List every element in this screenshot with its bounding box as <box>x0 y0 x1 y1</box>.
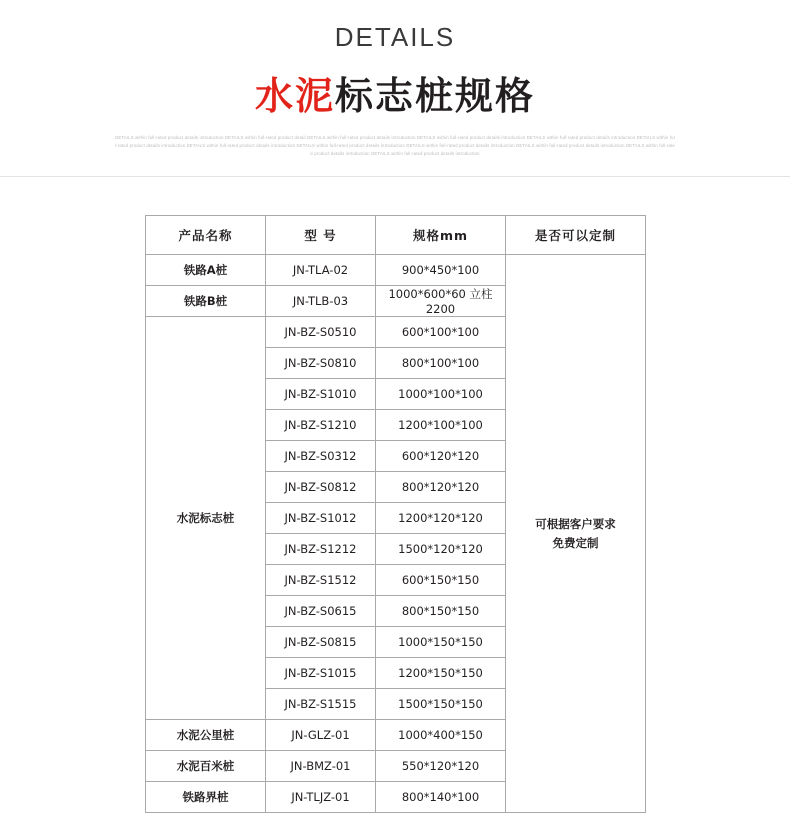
cell-model: JN-BZ-S0810 <box>266 348 376 379</box>
custom-note-line2: 免费定制 <box>552 535 599 550</box>
cell-model: JN-BZ-S1010 <box>266 379 376 410</box>
cell-size: 900*450*100 <box>376 255 506 286</box>
header-title-en: DETAILS <box>334 22 456 52</box>
cell-size: 1000*150*150 <box>376 627 506 658</box>
cell-model: JN-BZ-S1512 <box>266 565 376 596</box>
page-title-highlight: 水泥 <box>254 74 335 118</box>
header-fine-print: DETAILS within full-rated product details introduction DETAILS within full-rated product detail DETAILS within full-rated product details introduction DETAILS within full-rated product details introduction DETAILS within full-rated product details introduction DETAILS within full-rated product details introduction DETAILS within full-rated product details introduction DETAILS within full-rated product details introduction DETAILS within full-rated product details introduction DETAILS within full-rated product details introduction DETAILS within full-rated product details introduction DETAILS within full-rated product details introduction <box>115 135 675 156</box>
cell-size: 1200*150*150 <box>376 658 506 689</box>
spec-table-wrapper <box>145 215 645 813</box>
cell-size: 1500*120*120 <box>376 534 506 565</box>
cell-model: JN-BZ-S0615 <box>266 596 376 627</box>
cell-size: 800*100*100 <box>376 348 506 379</box>
cell-size: 800*140*100 <box>376 782 506 813</box>
cell-size: 600*100*100 <box>376 317 506 348</box>
table-row <box>146 255 646 286</box>
cell-name: 铁路B桩 <box>146 286 266 317</box>
cell-size: 1000*600*60 立柱2200 <box>376 286 506 317</box>
column-header-model: 型 号 <box>266 216 376 255</box>
cell-size: 800*120*120 <box>376 472 506 503</box>
column-header-name: 产品名称 <box>146 216 266 255</box>
cell-size: 1500*150*150 <box>376 689 506 720</box>
cell-size: 800*150*150 <box>376 596 506 627</box>
cell-model: JN-BZ-S1515 <box>266 689 376 720</box>
cell-size: 1000*400*150 <box>376 720 506 751</box>
cell-model: JN-BZ-S0510 <box>266 317 376 348</box>
custom-note-line1: 可根据客户要求 <box>535 516 616 531</box>
cell-size: 1200*100*100 <box>376 410 506 441</box>
cell-size: 600*150*150 <box>376 565 506 596</box>
cell-model: JN-BMZ-01 <box>266 751 376 782</box>
cell-name-group: 水泥标志桩 <box>146 317 266 720</box>
cell-size: 550*120*120 <box>376 751 506 782</box>
page-title <box>0 65 790 120</box>
cell-model: JN-TLB-03 <box>266 286 376 317</box>
cell-model: JN-BZ-S1210 <box>266 410 376 441</box>
column-header-custom: 是否可以定制 <box>506 216 646 255</box>
cell-custom-note <box>506 255 646 813</box>
column-header-size: 规格mm <box>376 216 506 255</box>
cell-name: 水泥百米桩 <box>146 751 266 782</box>
page-title-rest: 标志桩规格 <box>335 74 536 118</box>
cell-name: 水泥公里桩 <box>146 720 266 751</box>
cell-model: JN-BZ-S0812 <box>266 472 376 503</box>
table-header-row <box>146 216 646 255</box>
cell-model: JN-BZ-S1015 <box>266 658 376 689</box>
cell-size: 600*120*120 <box>376 441 506 472</box>
cell-model: JN-BZ-S1012 <box>266 503 376 534</box>
spec-table <box>145 215 646 813</box>
header-divider <box>0 176 790 177</box>
cell-model: JN-BZ-S0815 <box>266 627 376 658</box>
cell-model: JN-TLJZ-01 <box>266 782 376 813</box>
cell-model: JN-BZ-S1212 <box>266 534 376 565</box>
cell-model: JN-BZ-S0312 <box>266 441 376 472</box>
cell-model: JN-TLA-02 <box>266 255 376 286</box>
cell-model: JN-GLZ-01 <box>266 720 376 751</box>
cell-size: 1200*120*120 <box>376 503 506 534</box>
cell-name: 铁路A桩 <box>146 255 266 286</box>
cell-name: 铁路界桩 <box>146 782 266 813</box>
page-header <box>0 0 790 158</box>
cell-size: 1000*100*100 <box>376 379 506 410</box>
